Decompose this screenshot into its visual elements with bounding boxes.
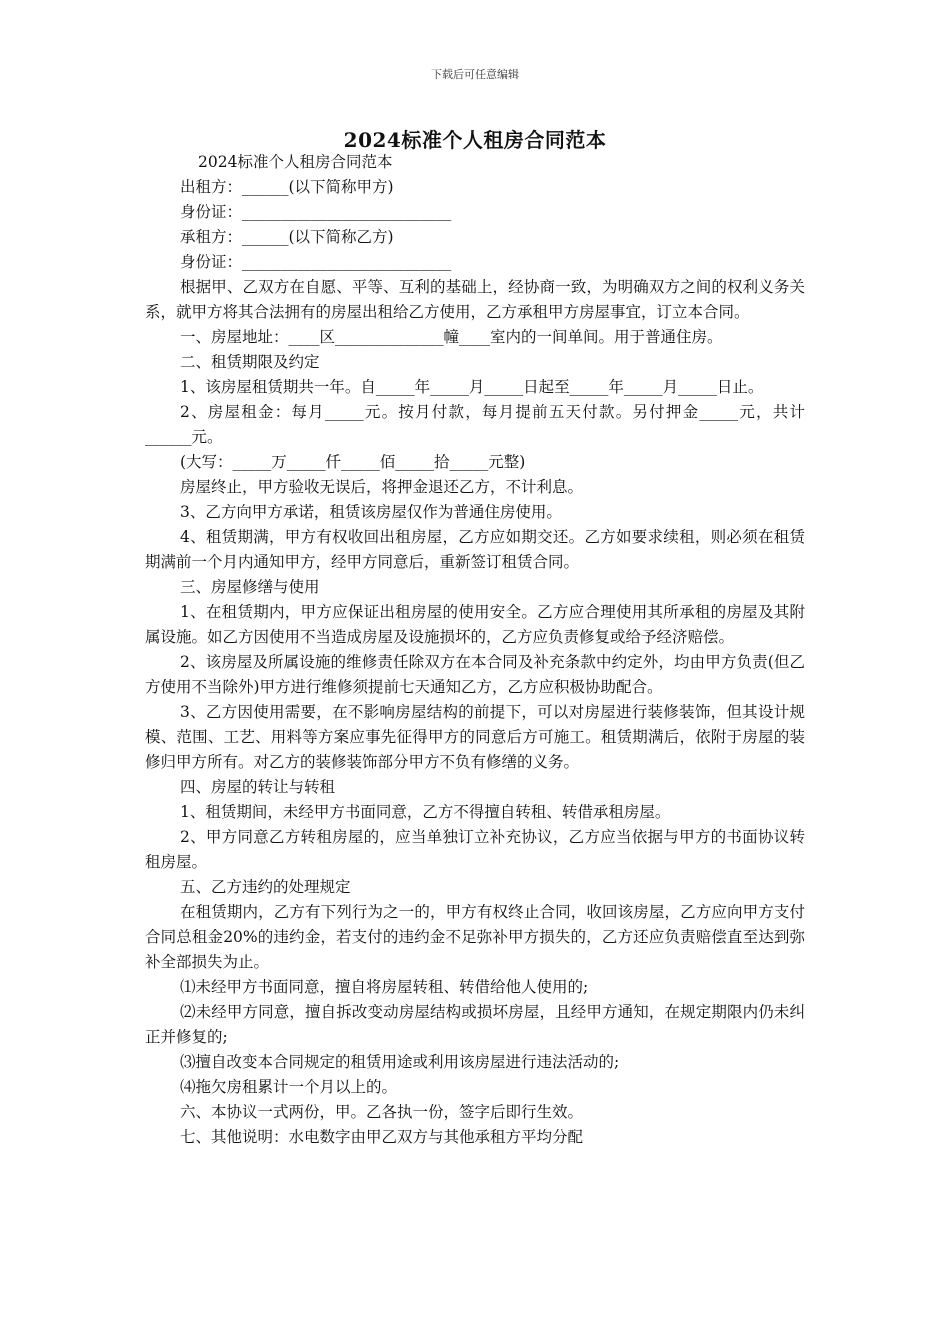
page-header: 下载后可任意编辑 [431,68,519,81]
clause: 2、甲方同意乙方转租房屋的，应当单独订立补充协议，乙方应当依据与甲方的书面协议转租房屋。 [145,828,805,871]
paragraph: 根据甲、乙双方在自愿、平等、互利的基础上，经协商一致，为明确双方之间的权利义务关系，就甲方将其合法拥有的房屋出租给乙方使用，乙方承租甲方房屋事宜，订立本合同。 [145,278,805,321]
list-item: ⑶擅自改变本合同规定的租赁用途或利用该房屋进行违法活动的; [180,1053,620,1071]
clause: 4、租赁期满，甲方有权收回出租房屋，乙方应如期交还。乙方如要求续租，则必须在租赁期满前一个月内通知甲方，经甲方同意后，重新签订租赁合同。 [145,528,805,571]
section-heading: 四、房屋的转让与转租 [180,778,336,796]
clause: 2、房屋租金：每月_____元。按月付款，每月提前五天付款。另付押金_____元，共计______元。 [145,403,805,446]
lessor-line: 出租方：______(以下简称甲方) [180,178,394,196]
section-heading: 七、其他说明：水电数字由甲乙双方与其他承租方平均分配 [180,1128,584,1146]
clause: 1、该房屋租赁期共一年。自_____年_____月_____日起至_____年_____月_____日止。 [180,378,764,396]
clause: 在租赁期内，乙方有下列行为之一的，甲方有权终止合同，收回该房屋，乙方应向甲方支付合同总租金20%的违约金，若支付的违约金不足弥补甲方损失的，乙方还应负责赔偿直至达到弥补全部损失为止。 [145,903,805,971]
list-item: ⑵未经甲方同意，擅自拆改变动房屋结构或损坏房屋，且经甲方通知，在规定期限内仍未纠正并修复的; [145,1003,805,1046]
list-item: ⑷拖欠房租累计一个月以上的。 [180,1078,398,1096]
document-body [145,150,805,1150]
lessee-id-line: 身份证：___________________________ [180,253,452,271]
lessor-id-line: 身份证：___________________________ [180,203,452,221]
section-heading: 三、房屋修缮与使用 [180,578,320,596]
clause: 1、在租赁期内，甲方应保证出租房屋的使用安全。乙方应合理使用其所承租的房屋及其附属设施。如乙方因使用不当造成房屋及设施损坏的，乙方应负责修复或给予经济赔偿。 [145,603,805,646]
lessee-line: 承租方：______(以下简称乙方) [180,228,394,246]
clause: (大写：_____万_____仟_____佰_____拾_____元整) [180,453,526,471]
section-heading: 一、房屋地址：____区______________幢____室内的一间单间。用于普通住房。 [180,328,723,346]
clause: 3、乙方因使用需要，在不影响房屋结构的前提下，可以对房屋进行装修装饰，但其设计规模、范围、工艺、用料等方案应事先征得甲方的同意后方可施工。租赁期满后，依附于房屋的装修归甲方所有。对乙方的装修装饰部分甲方不负有修缮的义务。 [145,703,805,771]
section-heading: 五、乙方违约的处理规定 [180,878,351,896]
section-heading: 六、本协议一式两份，甲。乙各执一份，签字后即行生效。 [180,1103,584,1121]
clause: 1、租赁期间，未经甲方书面同意，乙方不得擅自转租、转借承租房屋。 [180,803,671,821]
list-item: ⑴未经甲方书面同意，擅自将房屋转租、转借给他人使用的; [180,978,589,996]
clause: 房屋终止，甲方验收无误后，将押金退还乙方，不计利息。 [180,478,584,496]
clause: 3、乙方向甲方承诺，租赁该房屋仅作为普通住房使用。 [180,503,562,521]
subtitle-line: 2024标准个人租房合同范本 [198,153,393,171]
section-heading: 二、租赁期限及约定 [180,353,320,371]
document-title: 2024标准个人租房合同范本 [343,128,607,152]
clause: 2、该房屋及所属设施的维修责任除双方在本合同及补充条款中约定外，均由甲方负责(但乙方使用不当除外)甲方进行维修须提前七天通知乙方，乙方应积极协助配合。 [145,653,805,696]
